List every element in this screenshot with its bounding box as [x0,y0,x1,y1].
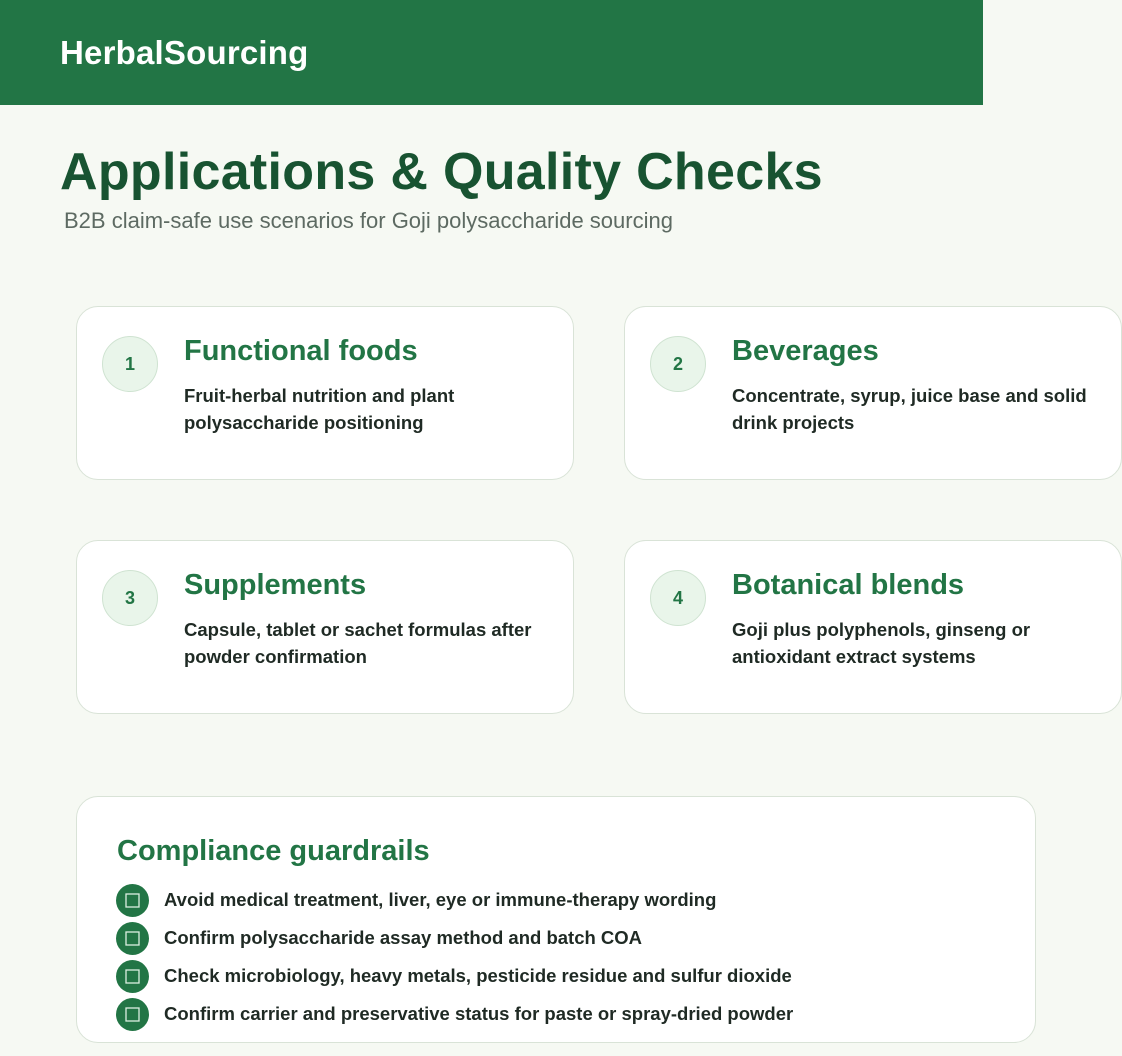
page-subtitle: B2B claim-safe use scenarios for Goji polysaccharide sourcing [64,208,673,233]
card-title: Supplements [184,569,367,601]
site-header [0,0,983,105]
application-card-functional-foods [76,306,574,480]
application-card-botanical-blends [624,540,1122,714]
card-description: Capsule, tablet or sachet formulas after powder confirmation [184,619,532,667]
check-icon [116,884,149,917]
card-title: Functional foods [184,335,418,367]
brand-logo-text[interactable]: HerbalSourcing [60,34,309,71]
compliance-item [116,884,996,918]
card-description: Concentrate, syrup, juice base and solid drink projects [732,385,1087,433]
card-title: Beverages [732,335,879,367]
compliance-item [116,922,996,956]
compliance-item-text: Check microbiology, heavy metals, pesticide residue and sulfur dioxide [164,965,792,986]
card-description: Goji plus polyphenols, ginseng or antioxidant extract systems [732,619,1031,667]
application-card-beverages [624,306,1122,480]
compliance-guardrails-panel [76,796,1036,1043]
compliance-title: Compliance guardrails [117,835,430,867]
application-card-supplements [76,540,574,714]
check-icon [116,998,149,1031]
card-number-badge: 1 [102,336,158,392]
compliance-item-text: Avoid medical treatment, liver, eye or immune-therapy wording [164,889,717,910]
card-number-badge: 3 [102,570,158,626]
compliance-item [116,960,996,994]
card-description: Fruit-herbal nutrition and plant polysaccharide positioning [184,385,455,433]
compliance-item-text: Confirm carrier and preservative status for paste or spray-dried powder [164,1003,794,1024]
compliance-item-text: Confirm polysaccharide assay method and batch COA [164,927,643,948]
card-number-badge: 4 [650,570,706,626]
card-number-badge: 2 [650,336,706,392]
check-icon [116,922,149,955]
card-title: Botanical blends [732,569,965,601]
check-icon [116,960,149,993]
page-title: Applications & Quality Checks [60,143,823,201]
compliance-item [116,998,996,1032]
